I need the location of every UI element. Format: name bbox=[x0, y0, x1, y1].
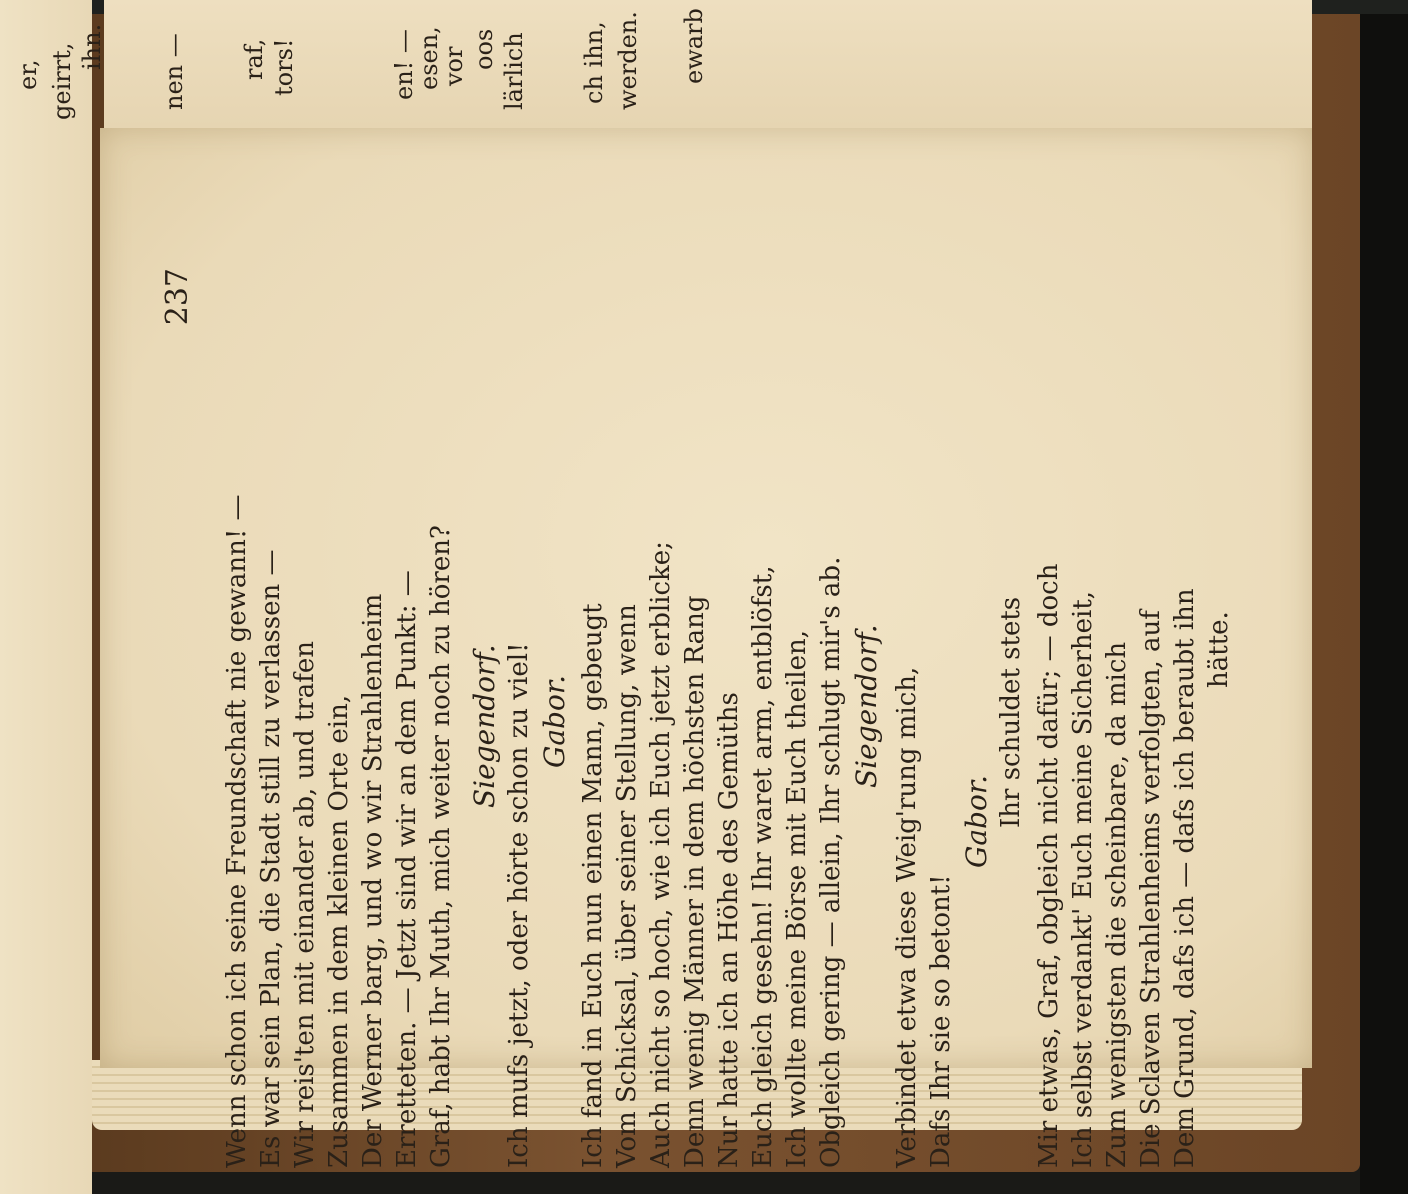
speaker-name: Siegendorf. bbox=[850, 624, 883, 788]
left-fragment: ihn. bbox=[78, 23, 106, 70]
verse-line: Dem Grund, dafs ich — dafs ich beraubt ihn bbox=[1170, 588, 1200, 1168]
left-fragment: raf, bbox=[240, 38, 268, 80]
left-fragment: nen — bbox=[160, 33, 188, 110]
verse-line: hätte. bbox=[1204, 611, 1234, 688]
left-fragment: ch ihn, bbox=[580, 21, 608, 104]
verse-line: Graf, habt Ihr Muth, mich weiter noch zu hören? bbox=[426, 525, 456, 1168]
verse-line: Auch nicht so hoch, wie ich Euch jetzt erblicke; bbox=[646, 541, 676, 1168]
verse-line: Zusammen in dem kleinen Orte ein, bbox=[324, 694, 354, 1168]
left-fragment: oos bbox=[470, 28, 498, 70]
verse-line: Dafs Ihr sie so betont! bbox=[926, 874, 956, 1168]
verse-line: Denn wenig Männer in dem höchsten Rang bbox=[680, 595, 710, 1168]
page-text bbox=[160, 268, 1260, 1168]
verse-line: Ich fand in Euch nun einen Mann, gebeugt bbox=[578, 603, 608, 1168]
left-fragment: geirrt, bbox=[48, 42, 76, 120]
verse-line: Vom Schicksal, über seiner Stellung, wenn bbox=[612, 604, 642, 1168]
verse-line: Ich wollte meine Börse mit Euch theilen, bbox=[782, 629, 812, 1168]
right-page bbox=[100, 128, 1312, 1168]
verse-line: Euch gleich gesehn! Ihr waret arm, entblöfst, bbox=[748, 565, 778, 1168]
speaker-name: Gabor. bbox=[960, 774, 993, 868]
left-fragment: vor bbox=[440, 46, 468, 86]
verse-line: Zum wenigsten die scheinbare, da mich bbox=[1102, 641, 1132, 1168]
verse-line: Ihr schuldet stets bbox=[996, 596, 1026, 828]
verse-line: Die Sclaven Strahlenheims verfolgten, auf bbox=[1136, 610, 1166, 1168]
speaker-name: Siegendorf. bbox=[468, 644, 501, 808]
left-fragment: en! — bbox=[390, 29, 418, 100]
left-fragment: lärlich bbox=[500, 32, 528, 110]
background-strip bbox=[1360, 0, 1408, 1194]
speaker-name: Gabor. bbox=[538, 674, 571, 768]
left-page bbox=[0, 0, 92, 1194]
verse-line: Verbindet etwa diese Weig'rung mich, bbox=[892, 666, 922, 1168]
left-fragment: er, bbox=[14, 59, 42, 90]
verse-line: Wenn schon ich seine Freundschaft nie gewann! — bbox=[222, 494, 252, 1168]
verse-line: Es war sein Plan, die Stadt still zu verlassen — bbox=[256, 549, 286, 1168]
verse-line: Nur hatte ich an Höhe des Gemüths bbox=[714, 692, 744, 1168]
left-fragment: tors! bbox=[270, 38, 298, 96]
page-number: 237 bbox=[160, 268, 195, 326]
verse-line: Ich selbst verdankt' Euch meine Sicherheit, bbox=[1068, 590, 1098, 1168]
verse-line: Der Werner barg, und wo wir Strahlenheim bbox=[358, 593, 388, 1168]
left-fragment: esen, bbox=[415, 26, 443, 90]
verse-line: Wir reis'ten mit einander ab, und trafen bbox=[290, 640, 320, 1168]
verse-line: Obgleich gering — allein, Ihr schlugt mir's ab. bbox=[816, 556, 846, 1168]
left-fragment: ewarb bbox=[680, 8, 708, 84]
verse-line: Mir etwas, Graf, obgleich nicht dafür; — doch bbox=[1034, 563, 1064, 1168]
verse-line: Erretteten. — Jetzt sind wir an dem Punkt: — bbox=[392, 570, 422, 1168]
left-fragment: werden. bbox=[614, 11, 642, 110]
verse-line: Ich mufs jetzt, oder hörte schon zu viel! bbox=[504, 642, 534, 1168]
